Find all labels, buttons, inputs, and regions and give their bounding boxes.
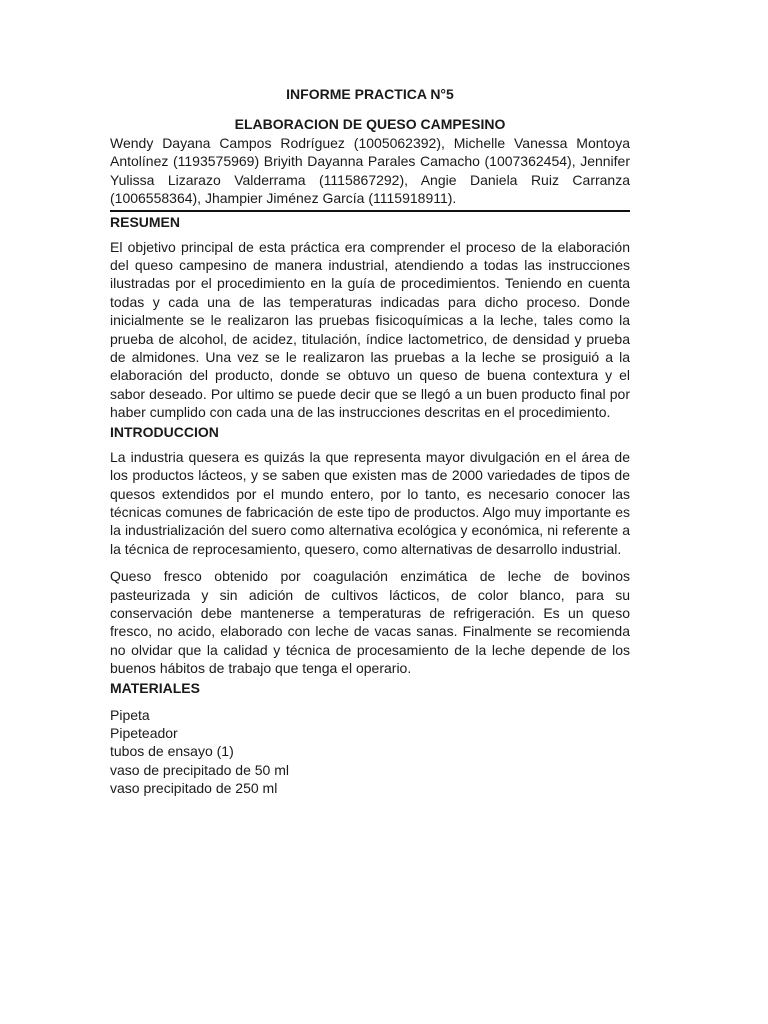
introduccion-paragraph-2: Queso fresco obtenido por coagulación enzimática de leche de bovinos pasteurizada y sin adición de cultivos lácticos, de color blanco, para su conservación debe mantenerse a temperaturas de refrigeración. Es un queso fresco, no acido, elaborado con leche de vacas sanas. Finalmente se recomienda no olvidar que la calidad y técnica de procesamiento de la leche depende de los buenos hábitos de trabajo que tenga el operario. — [110, 568, 630, 677]
introduccion-heading: INTRODUCCION — [110, 423, 219, 440]
authors-paragraph: Wendy Dayana Campos Rodríguez (1005062392), Michelle Vanessa Montoya Antolínez (1193575969) Briyith Dayanna Parales Camacho (1007362454), Jennifer Yulissa Lizarazo Valderrama (1115867292), Angie Daniela Ruiz Carranza (1006558364), Jhampier Jiménez García (1115918911). — [110, 135, 630, 207]
list-item: Pipeta — [110, 706, 150, 723]
document-body — [110, 84, 630, 798]
materiales-list — [110, 706, 630, 798]
list-item: vaso de precipitado de 50 ml — [110, 761, 289, 778]
list-item: vaso precipitado de 250 ml — [110, 780, 278, 797]
resumen-heading: RESUMEN — [110, 213, 181, 230]
introduccion-paragraph-1: La industria quesera es quizás la que representa mayor divulgación en el área de los productos lácteos, y se saben que existen mas de 2000 variedades de tipos de quesos extendidos por el mundo entero, por lo tanto, es necesario conocer las técnicas comunes de fabricación de este tipo de productos. Algo muy importante es la industrialización del suero como alternativa ecológica y económica, ni referente a la técnica de reprocesamiento, quesero, como alternativas de desarrollo industrial. — [110, 448, 630, 557]
list-item: Pipeteador — [110, 724, 178, 741]
resumen-paragraph: El objetivo principal de esta práctica era comprender el proceso de la elaboración del queso campesino de manera industrial, atendiendo a todas las instrucciones ilustradas por el procedimiento en la guía de procedimientos. Teniendo en cuenta todas y cada una de las temperaturas indicadas para dicho proceso. Donde inicialmente se le realizaron las pruebas fisicoquímicas a la leche, tales como la prueba de alcohol, de acidez, titulación, índice lactometrico, de densidad y prueba de almidones. Una vez se le realizaron las pruebas a la leche se prosiguió a la elaboración del producto, donde se obtuvo un queso de buena contextura y el sabor deseado. Por ultimo se puede decir que se llegó a un buen producto final por haber cumplido con cada una de las instrucciones descritas en el procedimiento. — [110, 238, 630, 421]
document-title: INFORME PRACTICA N°5 — [286, 86, 454, 102]
document-subtitle: ELABORACION DE QUESO CAMPESINO — [234, 116, 506, 132]
materiales-heading: MATERIALES — [110, 679, 200, 696]
list-item: tubos de ensayo (1) — [110, 743, 234, 760]
